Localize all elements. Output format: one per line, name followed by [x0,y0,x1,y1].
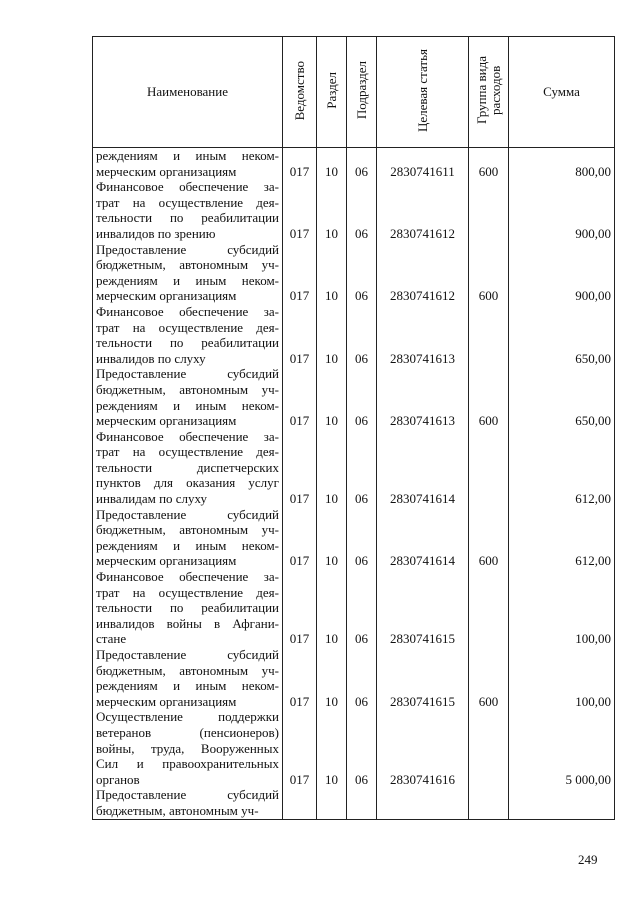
header-summa: Сумма [509,37,615,148]
row-gruppa-cell [469,709,509,787]
header-podrazdel: Подраздел [347,37,377,148]
row-name-line: реждениям и иным неком- [96,148,279,163]
row-razdel-cell: 10 [317,304,347,366]
table-row [93,304,615,366]
row-celevaya-cell: 2830741614 [377,429,469,507]
row-name-line: реждениям и иным неком- [96,272,279,288]
row-name-cell [93,507,283,569]
row-summa-cell: 5 000,00 [509,709,615,787]
row-razdel-cell: 10 [317,148,347,180]
row-summa-cell: 900,00 [509,242,615,304]
row-name-line: инвалидам по слуху [96,491,208,507]
row-name-cell [93,569,283,647]
row-name-line: мерческим организациям [96,553,237,569]
row-name-cell [93,304,283,366]
table-row [93,242,615,304]
row-razdel-cell: 10 [317,647,347,709]
row-razdel-cell: 10 [317,569,347,647]
row-celevaya-cell: 2830741613 [377,304,469,366]
row-celevaya-cell: 2830741613 [377,366,469,428]
row-podrazdel-cell: 06 [347,709,377,787]
row-name-line: Предоставление субсидий [96,241,279,257]
row-name-line: бюджетным, автономным уч- [96,522,279,538]
table-row [93,787,615,819]
row-name-line: реждениям и иным неком- [96,678,279,694]
row-name-line: реждениям и иным неком- [96,537,279,553]
row-name-cell [93,709,283,787]
row-celevaya-cell: 2830741612 [377,242,469,304]
row-name-line: стане [96,631,127,647]
row-podrazdel-cell: 06 [347,429,377,507]
row-gruppa-cell [469,429,509,507]
row-summa-cell: 100,00 [509,569,615,647]
row-name-line: Финансовое обеспечение за- [96,569,279,585]
row-celevaya-cell: 2830741616 [377,709,469,787]
row-name-line: инвалидов по зрению [96,225,216,241]
row-name-line: мерческим организациям [96,163,237,179]
row-summa-cell: 900,00 [509,179,615,241]
row-vedomstvo-cell: 017 [283,569,317,647]
row-name-cell [93,148,283,180]
row-razdel-cell: 10 [317,179,347,241]
row-name-line: трат на осуществление дея- [96,319,279,335]
row-name-line: мерческим организациям [96,413,237,429]
row-podrazdel-cell: 06 [347,304,377,366]
row-gruppa-cell [469,304,509,366]
row-vedomstvo-cell: 017 [283,148,317,180]
table-row [93,647,615,709]
row-name-cell [93,242,283,304]
row-name-line: Финансовое обеспечение за- [96,428,279,444]
row-vedomstvo-cell: 017 [283,429,317,507]
row-podrazdel-cell: 06 [347,507,377,569]
header-razdel: Раздел [317,37,347,148]
row-name-cell [93,179,283,241]
row-podrazdel-cell: 06 [347,647,377,709]
header-name: Наименование [93,37,283,148]
row-gruppa-cell: 600 [469,366,509,428]
row-name-line: тельности по реабилитации [96,600,279,616]
row-summa-cell: 650,00 [509,304,615,366]
row-name-line: пунктов для оказания услуг [96,475,279,491]
row-name-line: мерческим организациям [96,693,237,709]
row-summa-cell: 800,00 [509,148,615,180]
row-gruppa-cell [469,569,509,647]
row-razdel-cell: 10 [317,429,347,507]
row-vedomstvo-cell: 017 [283,304,317,366]
table-row [93,709,615,787]
row-name-cell [93,647,283,709]
row-name-cell [93,429,283,507]
row-name-line: инвалидов войны в Афгани- [96,615,279,631]
table-row [93,507,615,569]
table-row [93,366,615,428]
row-name-line: Осуществление поддержки [96,709,279,725]
header-celevaya-statya: Целевая статья [377,37,469,148]
row-podrazdel-cell: 06 [347,148,377,180]
header-gruppa-line1: Группа вида [473,56,489,125]
row-gruppa-cell [469,787,509,819]
row-name-line: ветеранов (пенсионеров) [96,724,279,740]
row-name-line: Предоставление субсидий [96,647,279,662]
table-body [93,148,615,820]
row-gruppa-cell: 600 [469,507,509,569]
row-podrazdel-cell: 06 [347,179,377,241]
table-row [93,179,615,241]
row-celevaya-cell: 2830741611 [377,148,469,180]
row-summa-cell [509,787,615,819]
row-name-line: трат на осуществление дея- [96,444,279,460]
row-name-line: Финансовое обеспечение за- [96,303,279,319]
table-row [93,569,615,647]
table-header-row [93,37,615,148]
row-celevaya-cell: 2830741615 [377,647,469,709]
row-vedomstvo-cell: 017 [283,179,317,241]
row-summa-cell: 650,00 [509,366,615,428]
row-razdel-cell [317,787,347,819]
row-name-line: трат на осуществление дея- [96,194,279,210]
row-celevaya-cell [377,787,469,819]
row-gruppa-cell: 600 [469,242,509,304]
row-summa-cell: 100,00 [509,647,615,709]
row-vedomstvo-cell [283,787,317,819]
row-gruppa-cell [469,179,509,241]
row-name-line: инвалидов по слуху [96,350,206,366]
row-name-line: бюджетным, автономным уч- [96,257,279,273]
row-podrazdel-cell: 06 [347,242,377,304]
row-vedomstvo-cell: 017 [283,242,317,304]
row-name-line: бюджетным, автономным уч- [96,802,259,818]
row-name-line: Сил и правоохранительных [96,756,279,772]
row-name-line: тельности по реабилитации [96,335,279,351]
row-vedomstvo-cell: 017 [283,366,317,428]
row-podrazdel-cell: 06 [347,366,377,428]
row-podrazdel-cell [347,787,377,819]
row-name-line: реждениям и иным неком- [96,397,279,413]
row-name-cell [93,787,283,819]
row-summa-cell: 612,00 [509,507,615,569]
row-name-cell [93,366,283,428]
row-name-line: трат на осуществление дея- [96,584,279,600]
row-razdel-cell: 10 [317,507,347,569]
row-vedomstvo-cell: 017 [283,507,317,569]
row-name-line: Предоставление субсидий [96,787,279,803]
row-gruppa-cell: 600 [469,647,509,709]
page-number: 249 [578,852,598,867]
row-vedomstvo-cell: 017 [283,709,317,787]
row-razdel-cell: 10 [317,709,347,787]
row-gruppa-cell: 600 [469,148,509,180]
header-gruppa-line2: расходов [487,65,503,115]
header-gruppa-vida-rashodov [469,37,509,148]
row-summa-cell: 612,00 [509,429,615,507]
row-name-line: бюджетным, автономным уч- [96,381,279,397]
row-celevaya-cell: 2830741612 [377,179,469,241]
row-name-line: тельности по реабилитации [96,210,279,226]
row-name-line: Предоставление субсидий [96,366,279,382]
row-celevaya-cell: 2830741615 [377,569,469,647]
header-vedomstvo: Ведомство [283,37,317,148]
table-row [93,429,615,507]
row-razdel-cell: 10 [317,366,347,428]
row-name-line: органов [96,771,140,787]
row-name-line: войны, труда, Вооруженных [96,740,279,756]
row-vedomstvo-cell: 017 [283,647,317,709]
row-celevaya-cell: 2830741614 [377,507,469,569]
row-name-line: мерческим организациям [96,288,237,304]
row-podrazdel-cell: 06 [347,569,377,647]
row-name-line: тельности диспетчерских [96,459,279,475]
row-razdel-cell: 10 [317,242,347,304]
table-row [93,148,615,180]
row-name-line: Финансовое обеспечение за- [96,179,279,195]
row-name-line: Предоставление субсидий [96,506,279,522]
budget-table [92,36,615,820]
row-name-line: бюджетным, автономным уч- [96,662,279,678]
